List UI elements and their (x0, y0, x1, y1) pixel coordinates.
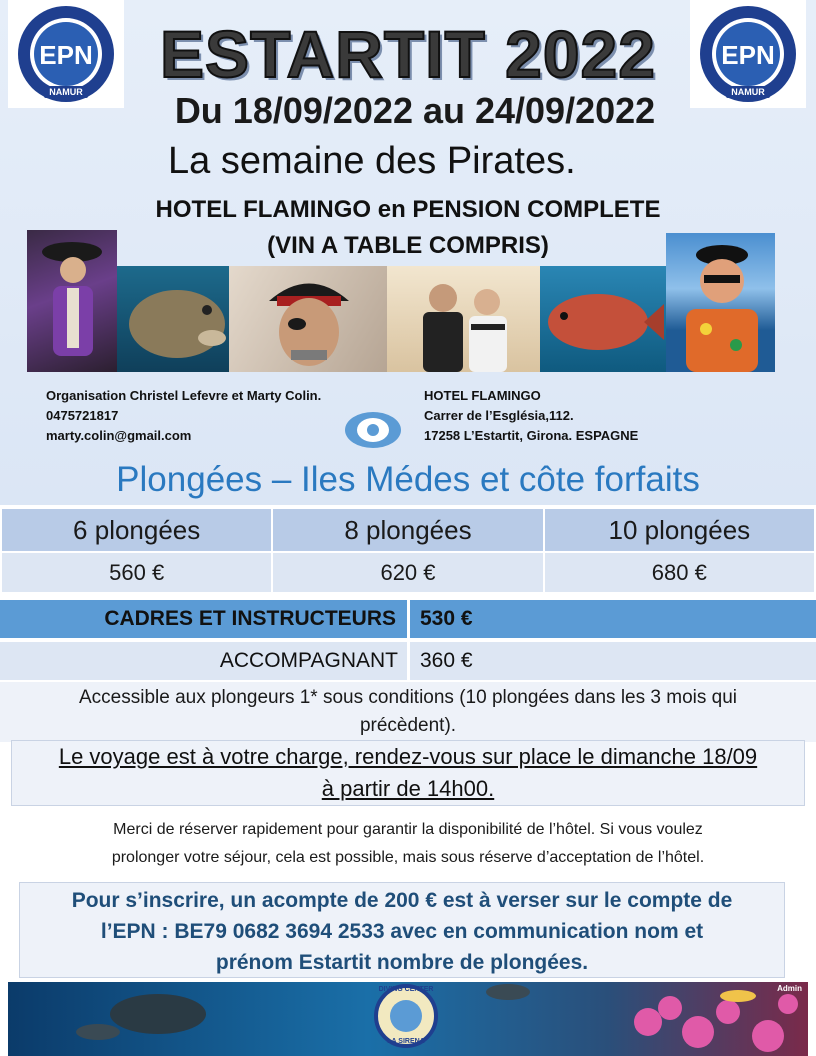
conditions-line-1: Accessible aux plongeurs 1* sous conditions (10 plongées dans les 3 mois qui (78, 687, 737, 708)
pirate-costume-photo (27, 230, 117, 372)
price-value-row (2, 553, 814, 592)
inscription-line-1: Pour s’inscrire, un acompte de 200 € est à verser sur le compte de (71, 889, 733, 912)
pirate-man-photo (229, 266, 387, 372)
inscription-box (19, 882, 785, 978)
inscription-line-3: prénom Estartit nombre de plongées. (215, 951, 589, 974)
voyage-line-2: à partir de 14h00. (321, 776, 495, 801)
price-value-10: 680 € (545, 553, 814, 592)
price-header-10: 10 plongées (545, 509, 814, 551)
accompagnant-label: ACCOMPAGNANT (219, 649, 398, 672)
price-header-8: 8 plongées (273, 509, 542, 551)
organisation-line: Organisation Christel Lefevre et Marty Colin. (46, 388, 322, 403)
price-header-6: 6 plongées (2, 509, 271, 551)
organisation-block (46, 386, 321, 446)
hotel-name: HOTEL FLAMINGO (424, 388, 541, 403)
hotel-line-2: (VIN A TABLE COMPRIS) (267, 232, 549, 259)
couple-restaurant-photo (387, 266, 540, 372)
logo-text: EPN (39, 40, 93, 70)
red-grouper-photo (540, 266, 666, 372)
price-value-8: 620 € (273, 553, 542, 592)
hotel-street: Carrer de l’Església,112. (424, 408, 574, 423)
badge-top-text: DIVING CENTER (378, 986, 434, 993)
organisation-phone: 0475721817 (46, 408, 119, 423)
event-subtitle: La semaine des Pirates. (168, 140, 576, 182)
footer-banner (8, 982, 808, 1056)
location-pin-icon (344, 410, 402, 450)
accompagnant-price: 360 € (420, 649, 473, 672)
hotel-line-1: HOTEL FLAMINGO en PENSION COMPLETE (155, 196, 661, 223)
cadres-label: CADRES ET INSTRUCTEURS (104, 607, 396, 630)
man-sea-photo (666, 233, 775, 372)
reservation-note (0, 816, 816, 872)
conditions-box (0, 682, 816, 742)
hotel-address-block (424, 386, 638, 446)
cadres-row (0, 600, 816, 638)
price-header-row (2, 509, 814, 551)
price-table (0, 507, 816, 594)
logo-ring-text: NAMUR (731, 87, 765, 97)
grouper-fish-photo (117, 266, 229, 372)
inscription-line-2: l’EPN : BE79 0682 3694 2533 avec en communication nom et (100, 920, 704, 943)
logo-ring-text: NAMUR (49, 87, 83, 97)
row-divider (407, 642, 410, 680)
dives-heading: Plongées – Iles Médes et côte forfaits (116, 460, 700, 499)
logo-text: EPN (721, 40, 775, 70)
conditions-line-2: précèdent). (359, 715, 457, 736)
page-title: ESTARTIT 2022 (160, 17, 656, 91)
hotel-city: 17258 L’Estartit, Girona. ESPAGNE (424, 428, 639, 443)
voyage-box (11, 740, 805, 806)
row-divider (407, 600, 410, 638)
voyage-line-1: Le voyage est à votre charge, rendez-vous sur place le dimanche 18/09 (58, 744, 758, 769)
organisation-email: marty.colin@gmail.com (46, 428, 192, 443)
event-dates: Du 18/09/2022 au 24/09/2022 (174, 90, 656, 131)
admin-label: Admin (777, 984, 802, 993)
cadres-price: 530 € (420, 607, 473, 630)
reservation-line-1: Merci de réserver rapidement pour garantir la disponibilité de l’hôtel. Si vous voulez (113, 821, 703, 838)
price-value-6: 560 € (2, 553, 271, 592)
accompagnant-row (0, 642, 816, 680)
reservation-line-2: prolonger votre séjour, cela est possible, mais sous réserve d’acceptation de l’hôtel. (111, 849, 705, 866)
diving-center-badge-icon (376, 986, 436, 1046)
badge-bottom-text: LA SIRENA (387, 1038, 425, 1045)
